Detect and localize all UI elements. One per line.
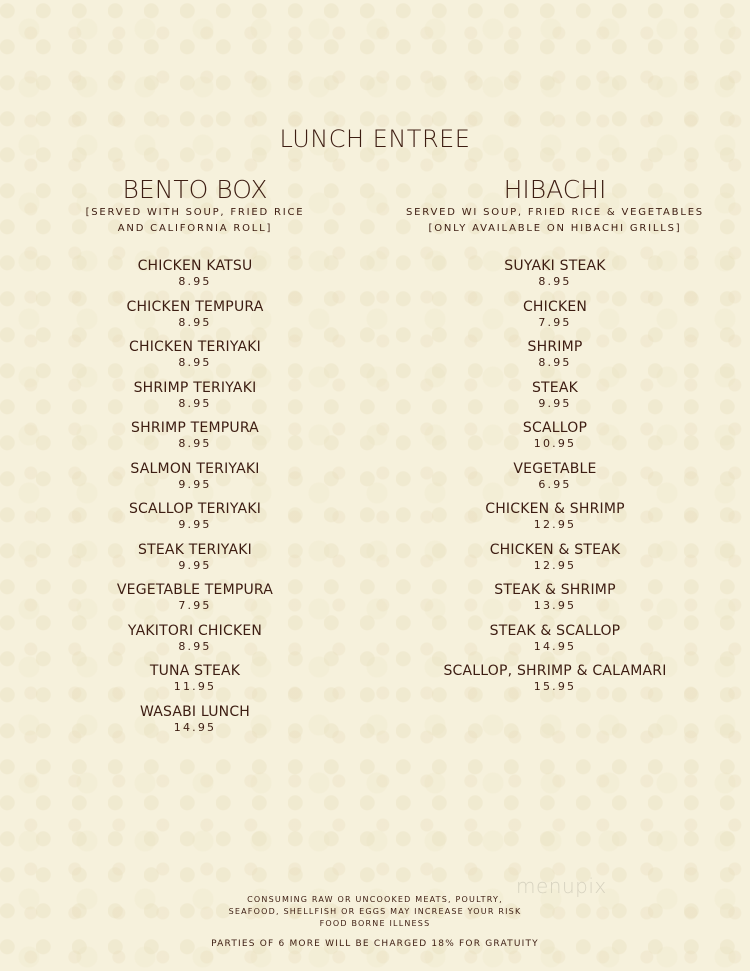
menu-item-name: SUYAKI STEAK: [504, 258, 606, 274]
menu-item-price: 13.95: [533, 599, 577, 612]
bento-box-list: [55, 258, 335, 744]
menu-item-price: 8.95: [538, 356, 572, 369]
menu-item-price: 14.95: [533, 639, 577, 653]
menu-item: [390, 542, 720, 583]
menu-item-price: 8.95: [178, 275, 212, 288]
menu-item: [390, 299, 720, 340]
menu-item: [55, 461, 335, 502]
hibachi-section: [390, 176, 720, 704]
menu-item-name: VEGETABLE TEMPURA: [116, 582, 274, 598]
hibachi-subtitle-line-1: SERVED WI SOUP, FRIED RICE & VEGETABLES: [406, 207, 704, 218]
menu-item-price: 9.95: [178, 477, 212, 491]
menu-item: [55, 420, 335, 461]
menu-item-price: 10.95: [533, 437, 577, 450]
menu-item-price: 8.95: [178, 437, 212, 450]
menu-item: [390, 623, 720, 664]
menu-item-name: VEGETABLE: [513, 460, 597, 477]
menu-item: [390, 461, 720, 502]
menu-item-price: 8.95: [178, 356, 212, 369]
menu-item-price: 8.95: [538, 275, 572, 288]
menu-item: [55, 542, 335, 583]
menu-item-price: 9.95: [178, 518, 212, 531]
menu-item-price: 7.95: [178, 599, 212, 612]
bento-box-subtitle-line-1: [SERVED WITH SOUP, FRIED RICE: [85, 207, 305, 218]
health-warning-line-1: CONSUMING RAW OR UNCOOKED MEATS, POULTRY,: [247, 895, 503, 904]
menu-item: [390, 380, 720, 421]
hibachi-heading: HIBACHI: [503, 175, 607, 204]
hibachi-list: [390, 258, 720, 704]
health-warning: [0, 894, 750, 930]
menu-item: [55, 704, 335, 745]
menu-item: [55, 380, 335, 421]
menu-item: [390, 420, 720, 461]
menu-item-name: SCALLOP TERIYAKI: [128, 501, 262, 517]
menu-item-price: 15.95: [533, 680, 577, 693]
menu-item-price: 9.95: [178, 558, 212, 572]
menu-item-name: SHRIMP TEMPURA: [131, 420, 259, 436]
health-warning-line-3: FOOD BORNE ILLNESS: [319, 919, 431, 928]
menu-item-name: TUNA STEAK: [149, 663, 241, 679]
page-title: LUNCH ENTREE: [279, 125, 471, 153]
menu-item: [390, 582, 720, 623]
menu-item-name: CHICKEN: [522, 298, 588, 315]
menu-item: [390, 663, 720, 704]
menu-item-price: 7.95: [538, 315, 572, 329]
menu-item-name: CHICKEN & STEAK: [489, 541, 621, 558]
menu-item-price: 8.95: [178, 396, 212, 410]
menu-item-name: STEAK: [531, 379, 579, 396]
menu-item-name: CHICKEN TERIYAKI: [129, 339, 261, 355]
menu-item-price: 6.95: [538, 477, 572, 491]
menu-item-price: 11.95: [173, 680, 217, 693]
bento-box-section: [55, 176, 335, 744]
menu-item: [55, 339, 335, 380]
menu-item: [390, 501, 720, 542]
menu-item: [55, 623, 335, 664]
menu-item-price: 8.95: [178, 639, 212, 653]
bento-box-heading: BENTO BOX: [122, 175, 268, 204]
menu-item-price: 12.95: [533, 518, 577, 531]
menu-item: [55, 582, 335, 623]
menu-item: [55, 299, 335, 340]
menu-item-name: SCALLOP, SHRIMP & CALAMARI: [443, 663, 667, 679]
menupix-watermark: menupix: [516, 874, 607, 898]
menu-item: [390, 339, 720, 380]
bento-box-subtitle-line-2: AND CALIFORNIA ROLL]: [117, 223, 273, 234]
menu-item-name: SHRIMP TERIYAKI: [133, 379, 257, 396]
hibachi-subtitle-line-2: [ONLY AVAILABLE ON HIBACHI GRILLS]: [428, 223, 682, 234]
menu-item-price: 9.95: [538, 396, 572, 410]
menu-item: [55, 663, 335, 704]
gratuity-notice: PARTIES OF 6 MORE WILL BE CHARGED 18% FOR GRATUITY: [211, 939, 539, 949]
health-warning-line-2: SEAFOOD, SHELLFISH OR EGGS MAY INCREASE YOUR RISK: [228, 907, 522, 916]
menu-item-name: STEAK & SHRIMP: [494, 582, 616, 598]
menu-item-price: 8.95: [178, 315, 212, 329]
menu-item-price: 12.95: [533, 558, 577, 572]
menu-item: [55, 258, 335, 299]
menu-item-name: CHICKEN KATSU: [137, 258, 253, 274]
menu-item-name: SALMON TERIYAKI: [130, 460, 260, 477]
menu-item-name: STEAK TERIYAKI: [138, 541, 252, 558]
menu-item-price: 14.95: [173, 720, 217, 734]
menu-item: [55, 501, 335, 542]
menu-item-name: YAKITORI CHICKEN: [127, 622, 263, 639]
menu-item-name: CHICKEN TEMPURA: [126, 298, 264, 315]
menu-item: [390, 258, 720, 299]
menu-item-name: SCALLOP: [522, 420, 588, 436]
menu-item-name: SHRIMP: [527, 339, 583, 355]
menu-item-name: WASABI LUNCH: [139, 703, 251, 720]
menu-item-name: CHICKEN & SHRIMP: [485, 501, 625, 517]
menu-item-name: STEAK & SCALLOP: [489, 622, 621, 639]
